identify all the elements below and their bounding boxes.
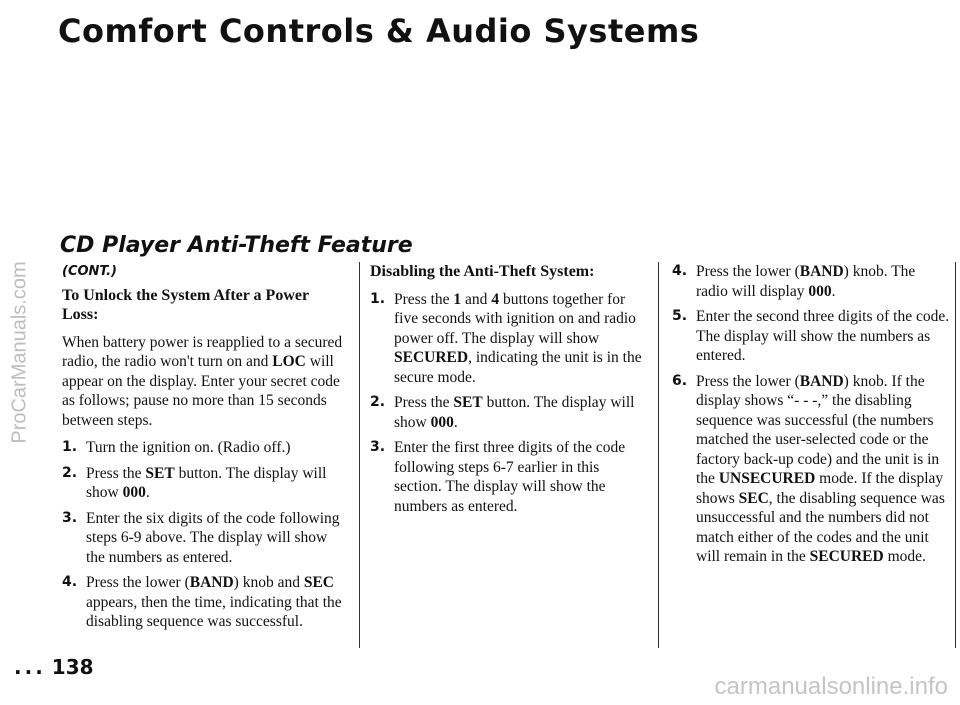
step-item: 1. Press the 1 and 4 buttons together for five seconds with ignition on and radio power off. The display will show SECURED, indicating the unit is in the secure mode. xyxy=(370,290,642,386)
side-watermark xyxy=(2,0,38,705)
unlock-steps xyxy=(62,438,348,632)
step-item: 1. Turn the ignition on. (Radio off.) xyxy=(62,439,291,456)
side-watermark-text: ProCarManuals.com xyxy=(8,261,31,444)
disabling-steps xyxy=(370,290,648,517)
disabling-subheading: Disabling the Anti-Theft System: xyxy=(370,263,595,280)
page-number: 138 xyxy=(51,655,94,679)
step-item: 4. Press the lower (BAND) knob. The radio will display 000. xyxy=(672,263,916,300)
unlock-intro-paragraph: When battery power is reapplied to a secured radio, the radio won't turn on and LOC will appear on the display. Enter your secret code as follows; pause no more than 15 seconds between steps. xyxy=(62,333,343,429)
step-item: 5. Enter the second three digits of the code. The display will show the numbers as entered. xyxy=(672,308,950,364)
section-title: CD Player Anti-Theft Feature xyxy=(60,233,413,258)
continued-label: (CONT.) xyxy=(62,264,117,279)
column-3 xyxy=(672,262,950,573)
page-header-title: Comfort Controls & Audio Systems xyxy=(58,12,700,50)
step-item: 3. Enter the six digits of the code following steps 6-9 above. The display will show the numbers as entered. xyxy=(62,509,340,566)
step-item: 2. Press the SET button. The display will show 000. xyxy=(370,394,635,431)
bottom-watermark: carmanualsonline.info xyxy=(714,673,948,700)
column-divider xyxy=(658,262,659,648)
step-item: 6. Press the lower (BAND) knob. If the display shows “- - -,” the disabling sequence was successful (the numbers matched the user-selected code or the factory back-up code) and the unit is in the UNSECURED mode. If the display shows SEC, the disabling sequence was unsuccessful and the numbers did not match either of the codes and the unit will remain in the SECURED mode. xyxy=(672,372,945,565)
footer-dots: ... xyxy=(14,655,46,679)
page-edge-line xyxy=(955,262,956,648)
page-number-footer xyxy=(14,655,94,679)
step-item: 3. Enter the first three digits of the code following steps 6-7 earlier in this section. The display will show the numbers as entered. xyxy=(370,439,626,515)
disabling-steps-continued xyxy=(672,262,950,567)
unlock-subheading: To Unlock the System After a Power Loss: xyxy=(62,286,309,323)
column-1 xyxy=(62,262,348,638)
step-item: 2. Press the SET button. The display will show 000. xyxy=(62,464,327,501)
step-item: 4. Press the lower (BAND) knob and SEC appears, then the time, indicating that the disabling sequence was successful. xyxy=(62,574,342,630)
column-2 xyxy=(370,262,648,522)
column-divider xyxy=(359,262,360,648)
